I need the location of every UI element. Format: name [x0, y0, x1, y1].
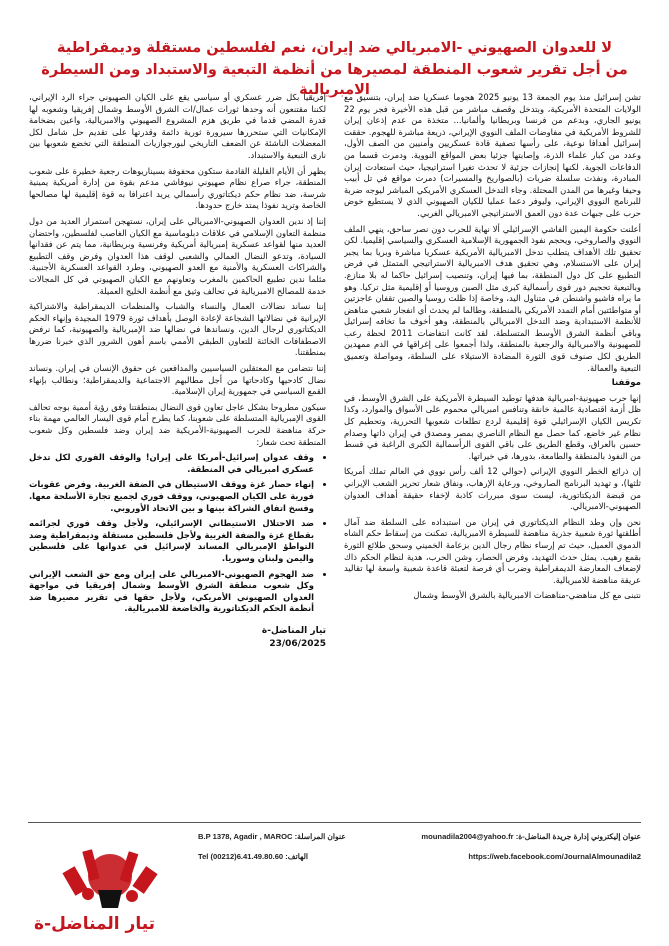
email-link[interactable]: mounadila2004@yahoo.fr: [421, 832, 514, 841]
footer: [28, 828, 641, 938]
footer-divider: [28, 822, 641, 823]
logo: [28, 838, 178, 938]
title-line-2: من أجل تقرير شعوب المنطقة لمصيرها من أنظمة التبعية والاستبداد ومن السيطرة الامبريالية: [41, 62, 628, 98]
right-column: [344, 92, 641, 817]
section-heading: موقفنا: [611, 378, 641, 389]
title-line-1: لا للعدوان الصهيوني -الامبريالي ضد إيران، نعم لفلسطين مستقلة وديمقراطية: [56, 40, 613, 56]
paragraph: أعلنت حكومة اليمين الفاشي الإسرائيلي ألا نهاية للحرب دون نصر ساحق، ينهي الملف النووي والصاروخي، ويحجم نفوذ الجمهورية الإسلامية العسكري والسياسي إقليميا. لكن تحقيق تلك الأهداف يتطلب تدخل الامبريالية الأمريكية عسكريا مباشرة وبريا بما يجبر إيران على الاستسلام، وهي تحقيق هدف الامبريالية الاستراتيجي المتمثل في فرض التطبيع على كل دول المنطقة، بما فيها إيران، وتنصيب إسرائيل حاكما له بلا منازع. وبالتبعية تحجيم دور قوى رأسمالية كبرى مثل الصين وروسيا أو إقليمية مثل تركيا. وهو ما يراه فاشيو واشنطن في متناول اليد، وخاصة إذا ظلت روسيا والصين تقفان عاجزتين أو متواطئتين أمام التمدد الأمريكي بالمنطقة، وطالما لم يحدث أي انفجار شعبي مناهض للأنظمة الاستبدادية وضد التدخل الامبريالي بالمنطقة، وهو أخوف ما تخافه إسرائيل وباقي أنظمة الشرق الأوسط المتسلطة. لقد كانت انتفاضات 2011 لحظة رعب للصهيونية والامبريالية والرجعية بالمنطقة، ولذا أجمعوا على إغراقها في الدم ممهدين الطريق لكل صنوف قوى الثورة المضادة الاستيلاء على السلطة، ومواصلة وتعميق التبعية والعمالة.: [344, 223, 641, 373]
mail-value: B.P 1378, Agadir , MAROC: [198, 832, 293, 841]
paragraph: تشن إسرائيل منذ يوم الجمعة 13 يونيو 2025 هجوما عسكريا ضد إيران، بتنسيق مع الولايات المتحدة الأمريكية، وبتدخل وقصف مباشر من قبل هذه الأخيرة فجر يوم 22 يونيو الجاري، وبدعم من فرنسا وبريطانيا وألمانيا... متخذة من عدم إذعان إيران للشروط الأمريكية في مفاوضات الملف النووي الإيراني، ذريعة مباشرة للهجوم. حققت إسرائيل أهدافا نوعية، على رأسها تصفية قادة عسكريين وأمنيين من الصف الأول، وعدد من كبار علماء الذرة، وإصابتها جزئيا بعض المواقع النووية. ودمرت قسما من الدفاعات الجوية. لكنها إنجازات جزئية لا تحدث تغيرا استراتيجيا، حيث استعادت إيران المبادرة، ونفذت سلسلة ضربات (بالصواريخ والمسيرات) دمرت مواقع في تل أبيب وحيفا وغيرها من المدن المحتلة. وجاء التدخل العسكري الأمريكي المباشر ليوجه ضربة للبرنامج النووي الإيراني، وليوفر دعما عمليا للكيان الصهيوني الذي لا يستطيع خوض حرب على جبهات عدة دون العمق الاستراتيجي الامبريالي الغربي.: [344, 92, 641, 218]
demand-item: • وقف عدوان إسرائيل-أمريكا على إيران! والوقف الفوري لكل تدخل عسكري امبريالي في المنطقة.: [29, 452, 314, 475]
paragraph: إنها حرب صهيونية-امبريالية هدفها توطيد السيطرة الأمريكية على الشرق الأوسط، في ظل أزمة اقتصادية عالمية خانقة وتنافس امبريالي محموم على الأسواق والموارد، وكذا تكريس الكيان الإسرائيلي قوة إقليمية لردع تطلعات شعوبها التحررية، وتحطيم كل نظام غير خاضع، كما حصل مع النظام الناصري بمصر ومصدق في إيران ذاتها وصدام حسين بالعراق، وقطع الطريق على باقي القوى الرأسمالية الكبرى الراغبة في قسط من النفوذ بالمنطقة والطامعة، بدورها، في خيراتها.: [344, 392, 641, 461]
logo-text: تيار المناضل-ة: [34, 914, 156, 934]
phone-value: Tel (00212)6.41.49.80.60: [198, 852, 284, 861]
mail-address: [198, 832, 346, 841]
phone-block: [198, 852, 308, 861]
paragraph: يظهر أن الأيام القليلة القادمة ستكون محفوفة بسيناريوهات رجعية خطيرة على شعوب المنطقة، جراء صراع نظام صهيوني نيوفاشي مدعم بقوة من إدارة أمريكية يمينية شرسة، ضد نظام حكم ديكتاتوري رأسمالي يريد اعترافا به قوة إقليمية لها مصالحها الخاصة وتريد نفوذا يمتد خارج حدودها.: [29, 165, 326, 211]
paragraph: نحن وإن وطد النظام الديكتاتوري في إيران من استبداده على السلطة ضد آمال أطلقتها ثورة شعبية جذرية مناهضة للسيطرة الامبريالية، تمكنت من إسقاط حكم الشاه الدموي العميل، حيث تم إرساء نظام رجال الدين بزعامة الخميني وسحق طلائع الثورة بقمع رهيب. يمثل حدث التهديد، وفرض الحصار، وشن الحرب، هدية لنظام الحكم ذاك لإضعاف المعارضة الديمقراطية وضرب أي فرصة لتعبئة قاعدة شعبية واسعة لها تقاليد عريقة مناهضة للامبريالية.: [344, 516, 641, 585]
signature-date: 23/06/2025: [269, 638, 326, 649]
signature-org: تيار المناضل-ة: [261, 625, 326, 636]
paragraph: إفريقيا بكل ضرر عسكري أو سياسي يقع على الكيان الصهيوني جراء الرد الإيراني، لكننا مقتنعون أنه وحدها ثورات عمال/ات الشرق الأوسط وشمال إفريقيا وشعوبه لها قدرة المضي قدما في طريق هزم المشروع الصهيوني والامبريالية، واعين بضخامة الإمكانيات التي ستحررها سيرورة ثورية دائمة وقدرتها على تقديم حل شامل لكل المعضلات الناشئة عن الضعف التاريخي لبورجوازيات المنطقة التي تخضع شعوبها بين نارى التبعية والاستبداد.: [29, 92, 326, 160]
web-link[interactable]: https://web.facebook.com/JournalAlmounadila2: [468, 852, 641, 861]
mail-label: عنوان المراسلة:: [294, 832, 346, 841]
demands-list: [29, 452, 326, 615]
article-body: [28, 92, 641, 817]
email-label: عنوان إليكتروني إدارة جريدة المناضل-ة:: [515, 832, 641, 841]
paragraph: إن ذرائع الخطر النووي الإيراني (حوالي 12 ألف رأس نووي في العالم تملك أمريكا ثلثها)، و تهديد البرنامج الصاروخي، ورعاية الإرهاب، ونفاق شعار تحرير الشعب الإيراني من قبضة الديكتاتورية، ليست سوى مبررات كاذبة لإخفاء حقيقة أهداف العدوان الصهيوني-الامبريالي.: [344, 466, 641, 512]
paragraph: إننا نساند نضالات العمال والنساء والشباب والمنظمات الديمقراطية والاشتراكية الإيرانية في نضالاتها الشجاعة لإعادة الوصل بأهداف ثورة 1979 المجيدة وإنهاء الحكم الديكتاتوري لرجال الدين، ونساندها في نضالها ضد الإمبريالية والصهيونية، كما نرفض الاصطفافات الخائنة للتعاون الطبقي الأممي باسم أهون الشرور الذي خبرنا ضررها بمنطقتنا.: [29, 301, 326, 358]
page-title: [20, 38, 649, 100]
signature: [29, 625, 326, 651]
demand-item: • ضد الاحتلال الاستيطاني الإسرائيلي، ولأجل وقف فوري لجرائمه بقطاع غزة والضفة الغربية ولأجل فلسطين مستقلة وديمقراطية وضد التواطؤ الإمبريالي المساند لإسرائيل في عدوانها على فلسطين واليمن ولبنان وسوريا.: [29, 518, 314, 564]
left-column: [29, 92, 326, 817]
phone-label: الهاتف:: [285, 852, 309, 861]
paragraph: سيكون مطروحا بشكل عاجل تعاون قوى النضال بمنطقتنا وفق رؤية أممية بوجه تحالف القوى الإمبريالية المتسلطة على شعوبنا، كما يطرح أمام قوى اليسار العالمي مهمة بناء حركة مناهضة للحرب الصهيونية-الأمريكية ضد إيران وضد فلسطين وكل شعوب المنطقة تحت شعار:: [29, 401, 326, 447]
demand-item: • إنهاء حصار غزة ووقف الاستيطان في الضفة الغربية. وفرض عقوبات فورية على الكيان الصهيوني، ووقف فوري لجميع تجارة الأسلحة معها. وفسخ اتفاق الشراكة بينها و بين الاتحاد الأوروبي.: [29, 479, 314, 514]
paragraph: نتبنى مع كل مناهضي-مناهضات الامبريالية بالشرق الأوسط وشمال: [413, 590, 641, 601]
paragraph: إننا إذ ندين العدوان الصهيوني-الامبريالي على إيران، نستهجن استمرار العديد من دول منظمة التعاون الإسلامي في علاقات دبلوماسية مع الكيان الغاصب لفلسطين، واحتضان العديد منها لقواعد عسكرية إمبريالية أمريكية وفرنسية وبريطانية، مما يتم عن فقدانها السيادة، وتدعو النضال العمالي والشعبي لوقف هذا العدوان وفرض وقف التطبيع والشراكات العسكرية والأمنية مع العدو الصهيوني، وطرد القواعد العسكرية الأجنبية. مثلما ندين تطبيع الحاكمين بالمغرب وتعاونهم مع الكيان الصهيوني في كل المجالات خدمة للمصالح الامبريالية في تحالف وثيق مع أنظمة الخليج العميلة.: [29, 215, 326, 296]
paragraph: إننا نتضامن مع المعتقلين السياسيين والمدافعين عن حقوق الإنسان في إيران. ونساند نضال كادحيها وكادحاتها من أجل مطالبهم الاجتماعية والديمقراطية؛ ونطالب بإنهاء القمع السياسي في جمهورية إيران الإسلامية.: [29, 363, 326, 397]
demand-item: • ضد الهجوم الصهيوني-الامبريالي على إيران ومع حق الشعب الإيراني وكل شعوب منطقة الشرق الأوسط وشمال إفريقيا في مواجهة العدوان الصهيوني الأمريكي، ولأجل حقها في تقرير مصيرها ضد أنظمة الحكم الديكتاتورية والخاضعة للامبريالية.: [29, 569, 314, 615]
